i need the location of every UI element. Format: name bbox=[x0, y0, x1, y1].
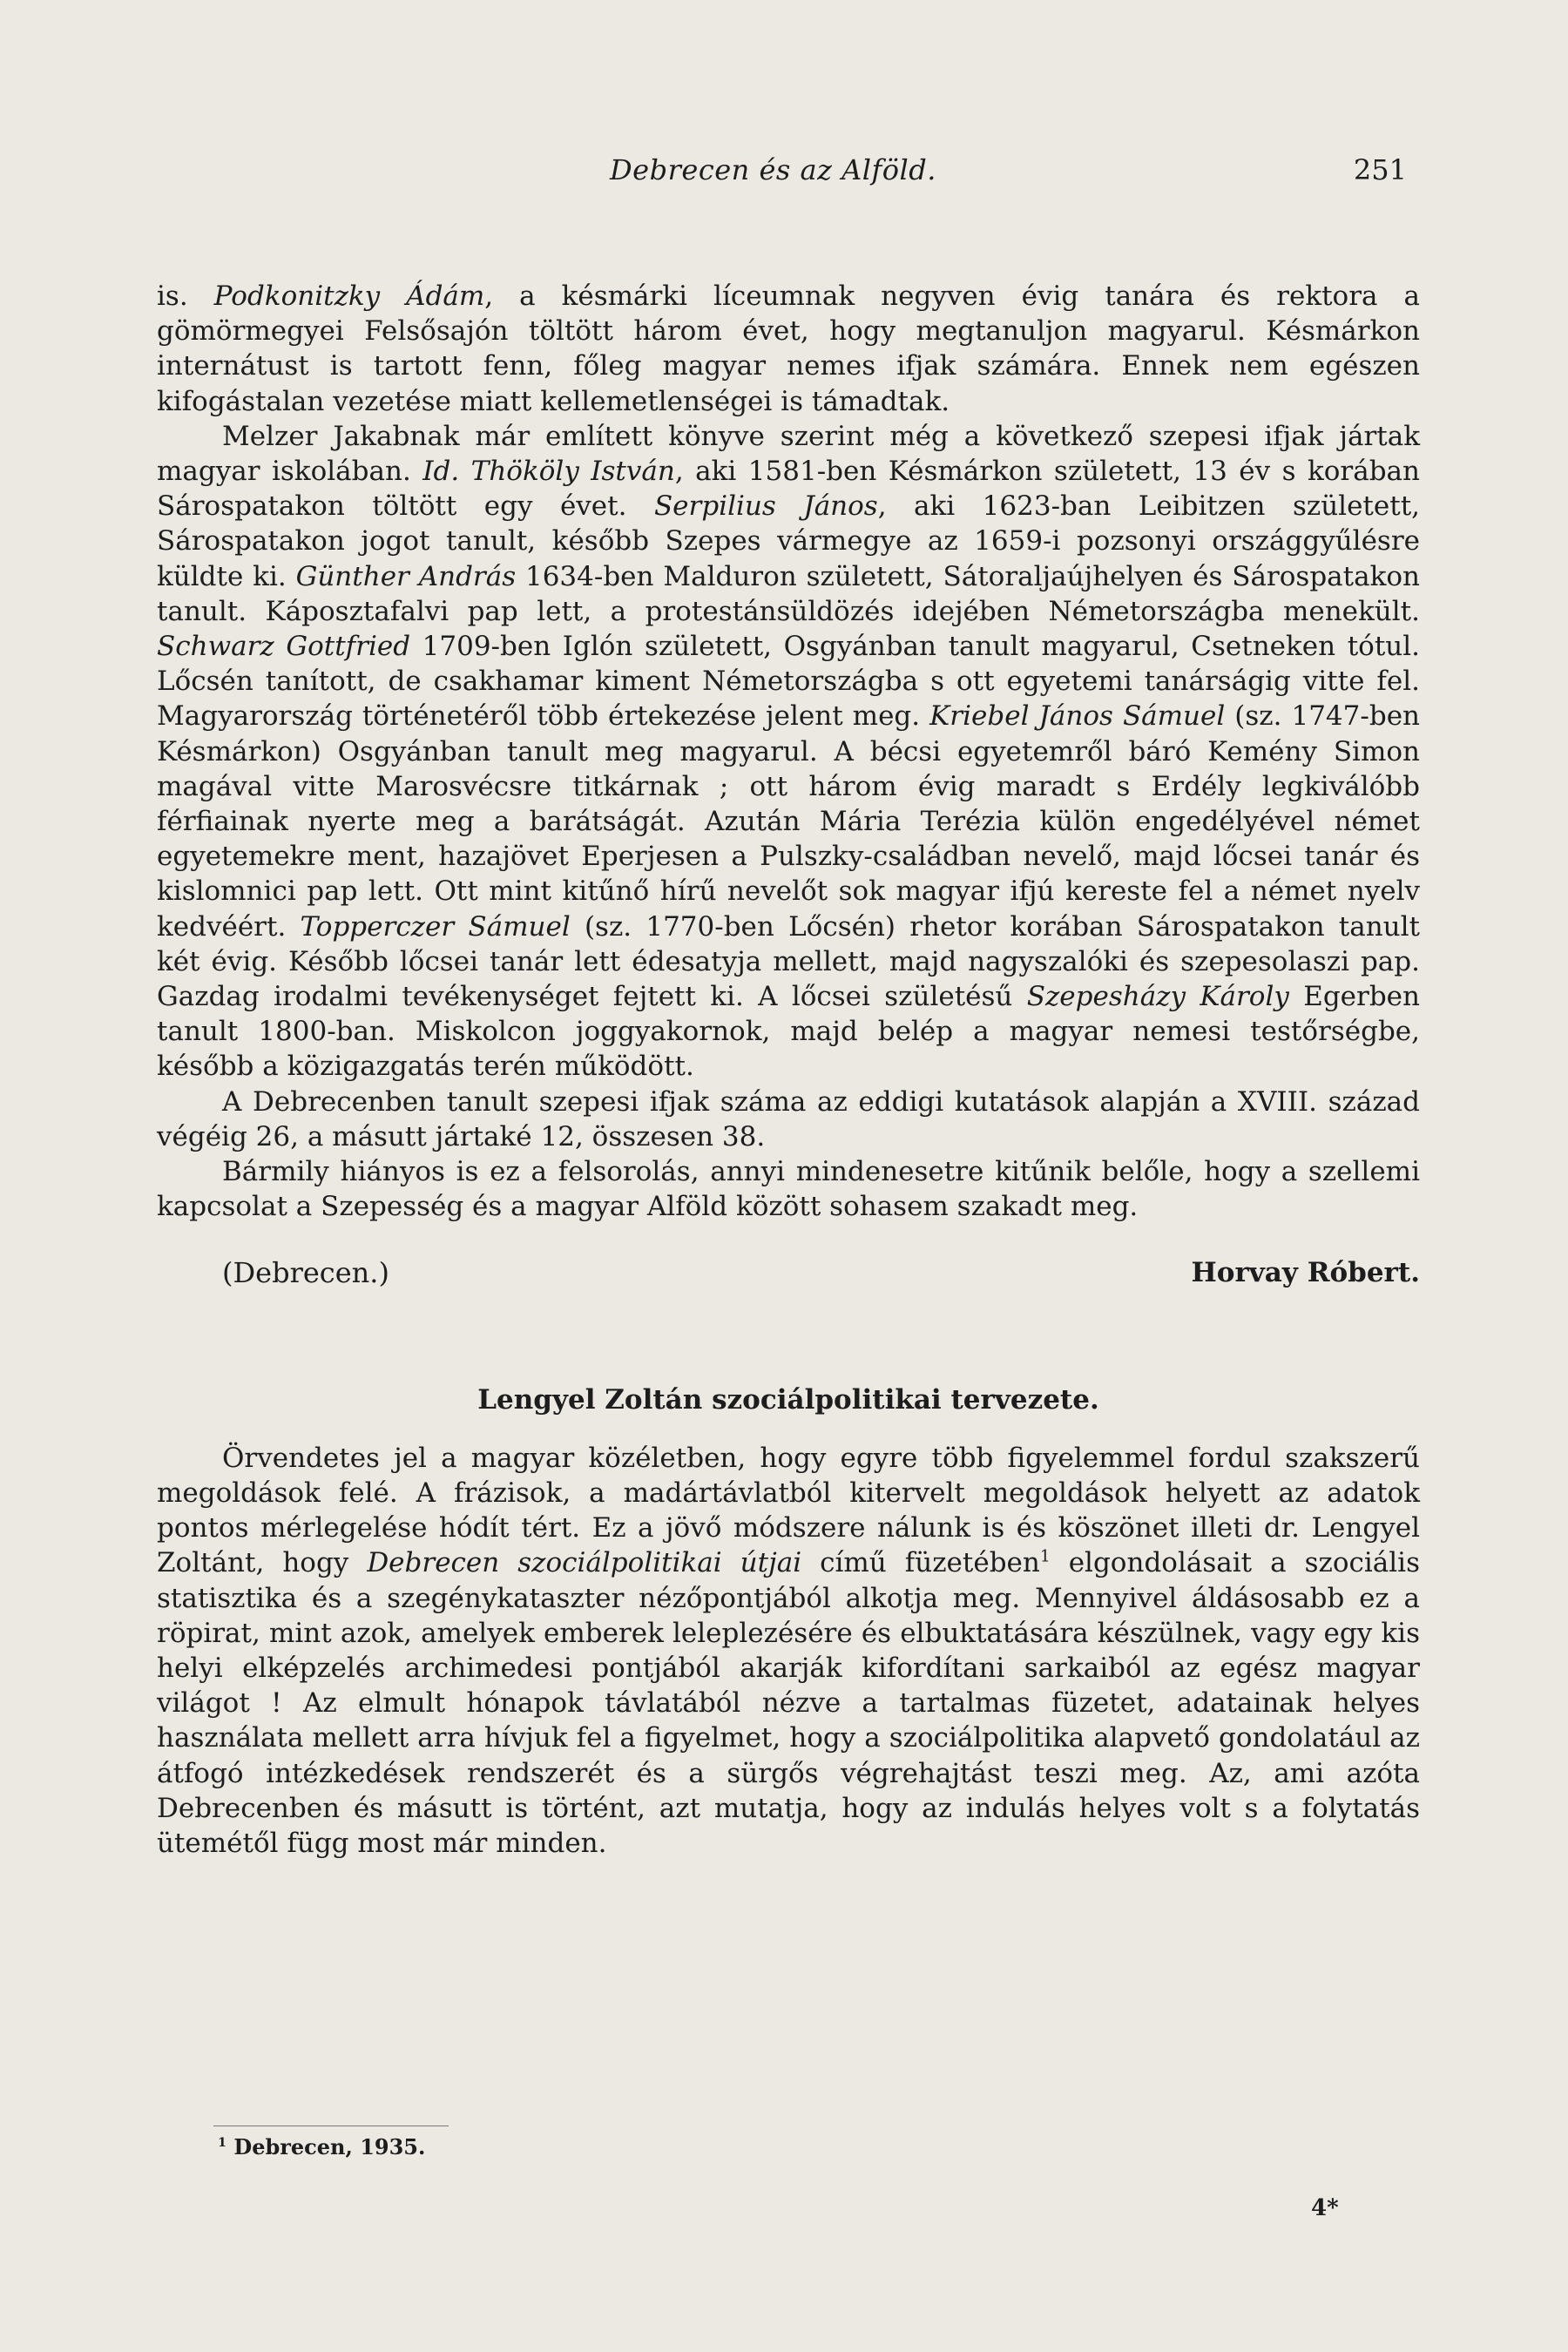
text-run: című füzetében bbox=[801, 1547, 1040, 1579]
section-paragraph-1 bbox=[157, 1441, 1420, 1861]
paragraph-4 bbox=[157, 1154, 1420, 1224]
text-run: Bármily hiányos is ez a felsorolás, annyi mindenesetre kitűnik belőle, hogy a szellemi kapcsolat a Szepesség és a magyar Alföld között sohasem szakadt meg. bbox=[157, 1156, 1420, 1223]
text-run: Örvendetes jel a magyar közéletben, hogy egyre több figyelemmel fordul szakszerű megoldások felé. A frázisok, a madártávlatból kitervelt megoldások helyett az adatok pontos mérlegelése hódít tért. Ez a jövő módszere nálunk is és köszönet illeti dr. Lengyel Zoltánt, hogy bbox=[157, 1442, 1420, 1579]
running-title: Debrecen és az Alföld. bbox=[610, 153, 936, 186]
text-run: (sz. 1770-ben Lőcsén) rhetor korában Sárospatakon tanult két évig. Később lőcsei tanár lett édesatyja mellett, majd nagyszalóki és szepesolaszi pap. Gazdag irodalmi tevékenységet fejtett ki. A lőcsei születésű bbox=[157, 910, 1420, 1013]
italic-name: Kriebel János Sámuel bbox=[929, 700, 1226, 733]
text-run: 1709-ben Iglón született, Osgyánban tanult magyarul, Csetneken tótul. Lőcsén tanított, de csakhamar kiment Németországba s ott egyetemi tanárságig vitte fel. Magyarország történetéről több értekezése jelent meg. bbox=[157, 631, 1421, 733]
text-run: Egerben tanult 1800-ban. Miskolcon joggyakornok, majd belép a magyar nemesi testőrségbe, később a közigazgatás terén működött. bbox=[157, 981, 1420, 1083]
page-number: 251 bbox=[1353, 153, 1407, 186]
main-text bbox=[157, 279, 1420, 1861]
section-heading: Lengyel Zoltán szociálpolitikai tervezete. bbox=[477, 1384, 1099, 1416]
signature-line bbox=[157, 1255, 1420, 1290]
italic-name: Szepesházy Károly bbox=[1026, 981, 1289, 1013]
paragraph-2 bbox=[157, 419, 1420, 1085]
text-run: Melzer Jakabnak már említett könyve szerint még a következő szepesi ifjak jártak magyar iskolában. bbox=[157, 420, 1420, 488]
footnote bbox=[218, 2134, 425, 2159]
paragraph-1 bbox=[157, 279, 1420, 419]
text-run: , aki 1581-ben Késmárkon született, 13 év s korában Sárospatakon töltött egy évet. bbox=[157, 456, 1421, 523]
footnote-reference: 1 bbox=[1039, 1547, 1051, 1566]
footnote-marker: 1 bbox=[218, 2135, 227, 2150]
printer-signature-mark: 4* bbox=[1311, 2195, 1339, 2221]
italic-name: Podkonitzky Ádám bbox=[213, 280, 485, 312]
signature-place: (Debrecen.) bbox=[222, 1256, 389, 1290]
italic-name: Schwarz Gottfried bbox=[157, 631, 411, 663]
text-run: A Debrecenben tanult szepesi ifjak száma az eddigi kutatások alapján a XVIII. század végéig 26, a másutt jártaké 12, összesen 38. bbox=[157, 1085, 1420, 1152]
text-run: elgondolásait a szociális statisztika és a szegénykataszter nézőpontjából alkotja meg. Mennyivel áldásosabb ez a röpirat, mint azok, amelyek emberek leleplezésére és elbuktatására készülnek, vagy egy kis helyi elképzelés archimedesi pontjából akarják kifordítani sarkaiból az egész magyar világot ! Az elmult hónapok távlatából nézve a tartalmas füzetet, adatainak helyes használata mellett arra hívjuk fel a figyelmet, hogy a szociálpolitika alapvető gondolatául az átfogó intézkedések rendszerét és a sürgős végrehajtást teszi meg. Az, ami azóta Debrecenben és másutt is történt, azt mutatja, hogy az indulás helyes volt s a folytatás ütemétől függ most már minden. bbox=[157, 1547, 1420, 1859]
text-run: 1634-ben Malduron született, Sátoraljaújhelyen és Sárospatakon tanult. Káposztafalvi pap lett, a protestánsüldözés idejében Németországba menekült. bbox=[157, 560, 1421, 627]
italic-name: Topperczer Sámuel bbox=[300, 910, 571, 943]
text-run: (sz. 1747-ben Késmárkon) Osgyánban tanult meg magyarul. A bécsi egyetemről báró Kemény Simon magával vitte Marosvécsre titkárnak ; ott három évig maradt s Erdély legkiválóbb férfiainak nyerte meg a barátságát. Azután Mária Terézia külön engedélyével német egyetemekre ment, hazajövet Eperjesen a Pulszky-családban nevelő, majd lőcsei tanár és kislomnici pap lett. Ott mint kitűnő hírű nevelőt sok magyar ifjú kereste fel a német nyelv kedvéért. bbox=[157, 700, 1421, 943]
italic-name: Günther András bbox=[295, 560, 517, 592]
paragraph-3 bbox=[157, 1085, 1420, 1154]
running-head bbox=[0, 153, 1568, 197]
text-run: , a késmárki líceumnak negyven évig tanára és rektora a gömörmegyei Felsősajón töltött három évet, hogy megtanuljon magyarul. Késmárkon internátust is tartott fenn, főleg magyar nemes ifjak számára. Ennek nem egészen kifogástalan vezetése miatt kellemetlenségei is támadtak. bbox=[157, 280, 1420, 417]
footnote-text: Debrecen, 1935. bbox=[233, 2134, 426, 2159]
text-run: is. bbox=[157, 280, 214, 312]
italic-name: Serpilius János bbox=[653, 490, 878, 523]
author-name: Horvay Róbert. bbox=[1191, 1257, 1420, 1289]
italic-name: Debrecen szociálpolitikai útjai bbox=[367, 1547, 802, 1579]
text-run: , aki 1623-ban Leibitzen született, Sárospatakon jogot tanult, később Szepes vármegye az 1659-i pozsonyi országgyűlésre küldte ki. bbox=[157, 490, 1421, 592]
italic-name: Id. Thököly István bbox=[422, 456, 675, 488]
